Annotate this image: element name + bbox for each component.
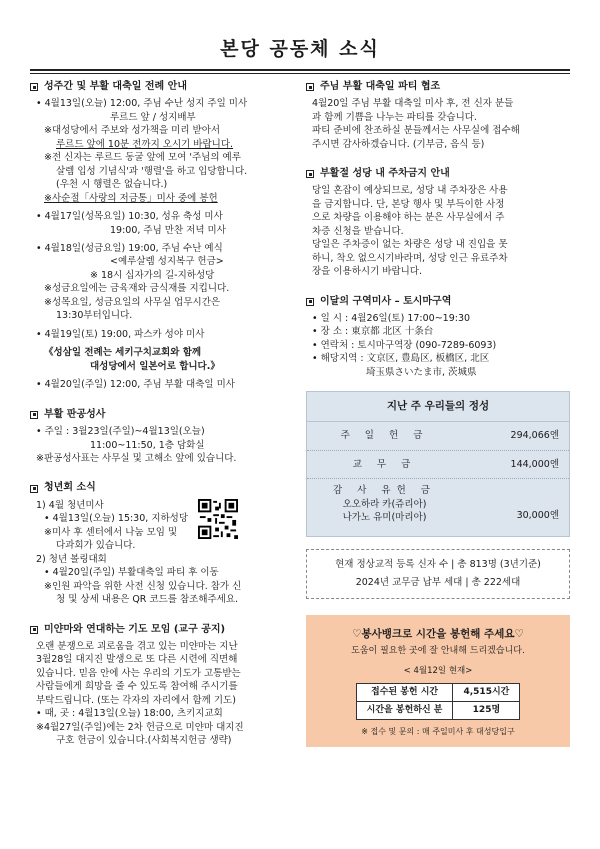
section-holy-week [30,80,294,392]
text-line: 루르드 앞에 10분 전까지 오시기 바랍니다. [56,138,234,150]
table-value: 125명 [453,702,520,720]
text-line: 《성삼일 전례는 세키구치교회와 함께 [44,347,202,359]
section-heading: 성주간 및 부활 대축일 전례 안내 [44,80,187,92]
offering-row [307,479,569,529]
text-line: 4월20일 주님 부활 대축일 미사 후, 전 신자 분들 [312,98,514,110]
section-heading: 주님 부활 대축일 파티 협조 [320,80,441,92]
text-line: <예루살렘 성지복구 헌금> [110,256,224,268]
text-line: ※인원 파악을 위한 사전 신청 있습니다. 참가 신 [44,580,242,592]
section-easter-party [306,80,570,151]
section-bullet-icon [306,298,314,306]
table-label: 접수된 봉헌 시간 [356,684,453,702]
text-line: 있습니다. 믿음 안에 사는 우리의 기도가 고통받는 [36,667,241,679]
text-line: • 일 시 : 4월26일(토) 17:00~19:30 [312,312,471,324]
text-line: ※성금요일에는 금육재와 금식재를 지킵니다. [44,283,230,295]
section-bullet-icon [30,485,38,493]
text-line: • 4월13일(오늘) 15:30, 지하성당 [44,513,189,525]
section-heading: 이달의 구역미사 – 토시마구역 [320,295,452,307]
volunteer-title: ♡봉사뱅크로 시간을 봉헌해 주세요♡ [352,627,524,640]
text-line: 당일 혼잡이 예상되므로, 성당 내 주차장은 사용 [312,185,508,197]
text-line: 부탁드립니다. (또는 각자의 자리에서 함께 기도) [36,694,236,706]
table-row [356,702,520,720]
section-bullet-icon [306,170,314,178]
title-rule-thick [30,69,570,71]
section-youth [30,481,294,606]
offering-label: 교 무 금 [352,458,417,470]
text-line: 과 함께 기쁨을 나누는 파티를 갖습니다. [312,111,477,123]
offering-value: 294,066엔 [510,430,559,442]
text-line: 대성당에서 일본어로 합니다.》 [90,360,220,372]
text-line: 2) 청년 볼링대회 [36,553,107,565]
section-district-mass [306,295,570,380]
text-line: • 4월18일(성금요일) 19:00, 주님 수난 예식 [36,243,223,254]
volunteer-table [356,683,521,720]
text-line: 당일은 주차증이 없는 차량은 성당 내 진입을 못 [312,239,508,251]
section-myanmar [30,623,294,748]
offering-label: 주 일 헌 금 [340,430,429,442]
text-line: ※ 18시 십자가의 길-지하성당 [90,269,215,281]
donor-name: 나가노 유미(마리아) [342,512,427,524]
text-line: 차증 신청을 받습니다. [312,225,404,237]
text-line: 13:30부터입니다. [56,310,133,322]
section-heading: 청년회 소식 [44,482,96,494]
text-line: 구호 헌금이 있습니다.(사회복지헌금 생략) [56,735,232,747]
text-line: ※판공성사표는 사무실 및 고해소 앞에 있습니다. [36,453,237,464]
stats-line: 2024년 교무금 납부 세대 | 총 222세대 [355,576,521,588]
section-heading: 부활절 성당 내 주차금지 안내 [320,168,450,180]
section-heading: 미얀마와 연대하는 기도 모임 (교구 공지) [44,623,226,635]
text-line: 오랜 분쟁으로 괴로움을 겪고 있는 미얀마는 지난 [36,640,238,652]
title-rule-thin [30,73,570,74]
text-line: 다과회가 있습니다. [56,540,136,552]
text-line: 주시면 감사하겠습니다. (기부금, 음식 등) [312,138,485,150]
text-line: ※4월27일(주일)에는 2차 헌금으로 미얀마 대지진 [36,721,244,733]
text-line: 루르드 앞 / 성지배부 [110,111,196,123]
text-line: 3월28일 대지진 발생으로 또 다른 시련에 직면해 [36,654,238,666]
text-line: 1) 4월 청년미사 [36,499,104,511]
section-bullet-icon [30,626,38,634]
right-column [306,80,570,748]
section-bullet-icon [30,83,38,91]
text-line: • 장 소 : 東京都 北区 十条台 [312,326,434,338]
text-line: • 4월20일(주일) 12:00, 주님 부활 대축일 미사 [36,379,235,391]
donor-name: 오오하라 카(쥬리아) [342,498,427,510]
text-line: 하니, 착오 없으시기바라며, 성당 인근 유료주차 [312,252,508,264]
volunteer-bank-box [306,615,570,748]
offering-heading: 지난 주 우리들의 정성 [307,392,569,422]
text-line: • 주일 : 3월23일(주일)~4월13일(오늘) [36,426,205,438]
table-value: 4,515시간 [453,684,520,702]
text-line: 파티 준비에 찬조하실 분들께서는 사무실에 접수해 [312,125,520,137]
table-label: 시간을 봉헌하신 분 [356,702,453,720]
text-line: • 4월20일(주일) 부활대축일 파티 후 이동 [44,567,219,579]
text-line: • 때, 곳 : 4월13일(오늘) 18:00, 츠키지교회 [36,708,223,720]
offering-label: 감 사 유헌 금 [333,485,436,497]
section-confession [30,408,294,466]
text-line: • 연락처 : 토시마구역장 (090-7289-6093) [312,339,497,351]
text-line: 으로 차량을 이용해야 하는 분은 사무실에서 주 [312,212,505,224]
table-row [356,684,520,702]
text-line: 청 및 상세 내용은 QR 코드를 참조해주세요. [56,594,239,606]
section-bullet-icon [30,411,38,419]
text-line: 사람들에게 희망을 줄 수 있도록 참여해 주시기를 [36,681,238,693]
offering-panel [306,391,570,536]
offering-value: 144,000엔 [510,458,559,470]
columns [30,80,570,748]
offering-row [307,422,569,450]
parish-stats-box [306,549,570,599]
qr-code-icon[interactable] [198,499,238,539]
volunteer-subtitle: 도움이 필요한 곳에 잘 안내해 드리겠습니다. [351,645,525,656]
volunteer-date: < 4월12일 현재> [403,666,473,677]
volunteer-note: ※ 접수 및 문의 : 매 주일미사 후 대성당입구 [361,726,515,736]
text-line: • 4월17일(성목요일) 10:30, 성유 축성 미사 [36,211,223,223]
text-line: • 4월13일(오늘) 12:00, 주님 수난 성지 주일 미사 [36,98,248,110]
text-line: ※사순절「사랑의 저금통」미사 중에 봉헌 [44,192,218,204]
text-line: 11:00~11:50, 1층 담화실 [90,439,205,451]
section-parking [306,167,570,279]
section-heading: 부활 판공성사 [44,408,106,420]
offering-row [307,451,569,479]
text-line: ※미사 후 센터에서 나눔 모임 및 [44,526,178,538]
text-line: 장을 이용하시기 바랍니다. [312,266,423,278]
stats-line: 현재 정상교적 등록 신자 수 | 총 813명 (3년기준) [335,558,541,570]
text-line: 을 금지합니다. 단, 본당 행사 및 부득이한 사정 [312,198,505,210]
left-column [30,80,294,748]
text-line: ※대성당에서 주보와 성가책을 미리 받아서 [44,125,221,137]
text-line: • 4월19일(토) 19:00, 파스카 성야 미사 [36,328,205,340]
text-line: • 해당지역 : 文京区, 豊島区, 板橋区, 北区 [312,353,490,365]
text-line: 19:00, 주님 만찬 저녁 미사 [110,224,226,236]
text-line: (우천 시 행렬은 없습니다.) [56,179,168,191]
text-line: ※전 신자는 루르드 동굴 앞에 모여 '주님의 예루 [44,152,241,164]
page-title: 본당 공동체 소식 [220,38,380,60]
offering-value: 30,000엔 [516,510,559,522]
text-line: ※성목요일, 성금요일의 사무실 업무시간은 [44,296,221,308]
text-line: 埼玉県さいたま市, 茨城県 [366,366,477,378]
section-bullet-icon [306,83,314,91]
text-line: 살렘 입성 기념식'과 '행렬'을 하고 입당합니다. [56,165,248,177]
